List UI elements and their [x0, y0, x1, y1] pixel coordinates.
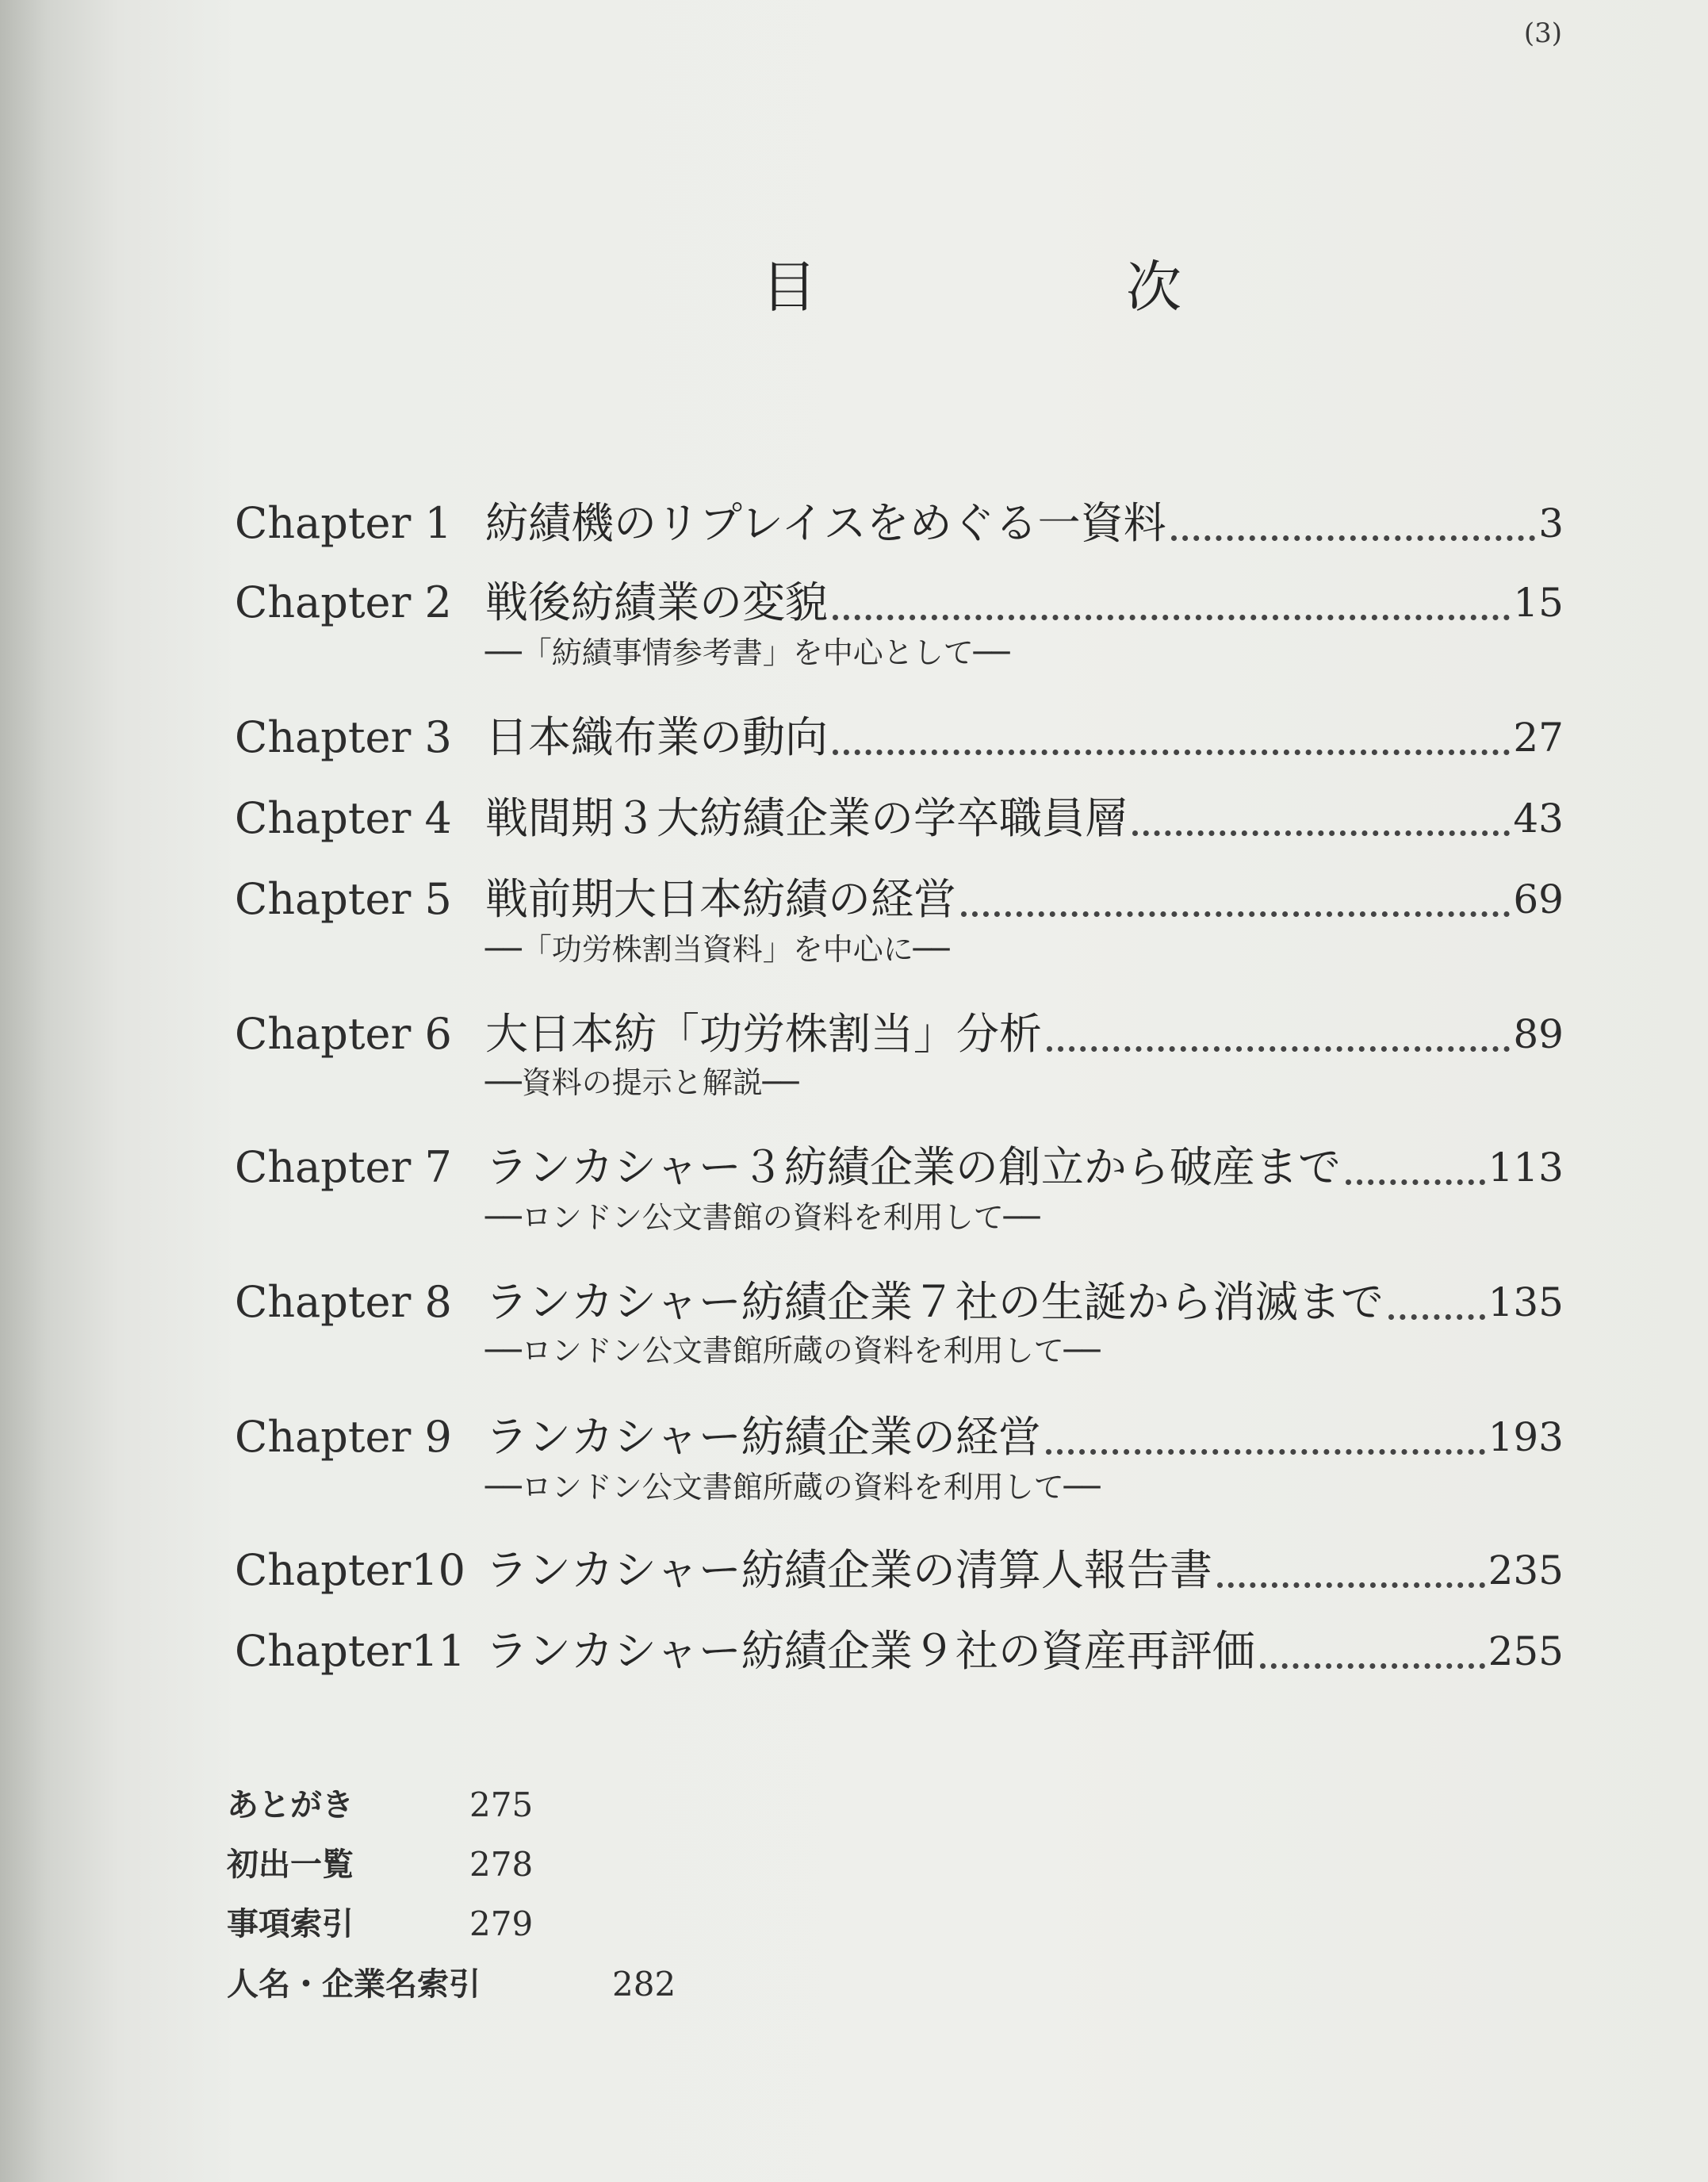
toc-entry: [0, 1539, 1708, 1602]
dot-leader: [833, 615, 1510, 620]
entry-row: [485, 492, 1564, 555]
dot-leader: [1132, 830, 1510, 836]
chapter-label: Chapter 6: [235, 1009, 452, 1059]
toc-entry: [0, 787, 1708, 850]
entry-row: [485, 787, 1564, 850]
toc-entry: [0, 868, 1708, 967]
chapter-label: Chapter 3: [235, 712, 452, 762]
chapter-label: Chapter 1: [235, 498, 452, 548]
chapter-title: 大日本紡「功労株割当」分析: [485, 1009, 1042, 1059]
toc-entry: [0, 1405, 1708, 1505]
page-ref: 255: [1488, 1628, 1564, 1674]
entry-row: [485, 1405, 1564, 1469]
chapter-title: ランカシャー３紡績企業の創立から破産まで: [485, 1142, 1341, 1192]
chapter-title: ランカシャー紡績企業の経営: [485, 1412, 1041, 1462]
dot-leader: [833, 750, 1510, 755]
chapter-title: 戦前期大日本紡績の経営: [485, 874, 956, 924]
page-ref: 135: [1488, 1279, 1564, 1325]
entry-row: [485, 706, 1564, 769]
toc-title: 目 次: [761, 255, 1308, 320]
page-ref: 89: [1513, 1011, 1564, 1057]
chapter-label: Chapter 7: [235, 1142, 452, 1192]
entry-row: [485, 1539, 1564, 1602]
page-ref: 15: [1513, 580, 1564, 626]
chapter-title: ランカシャー紡績企業の清算人報告書: [485, 1545, 1212, 1595]
toc-entry: [0, 1271, 1708, 1368]
chapter-title: ランカシャー紡績企業９社の資産再評価: [485, 1626, 1255, 1676]
chapter-subtitle: ──「紡績事情参考書」を中心として──: [485, 635, 1010, 670]
chapter-title: 戦間期３大紡績企業の学卒職員層: [485, 793, 1128, 843]
back-matter-label: 事項索引: [227, 1906, 354, 1942]
chapter-subtitle: ──資料の提示と解説──: [485, 1065, 799, 1100]
chapter-label: Chapter 2: [235, 577, 452, 627]
dot-leader: [1046, 1449, 1485, 1455]
entry-row: [485, 1136, 1564, 1199]
chapter-label: Chapter10: [235, 1545, 466, 1595]
dot-leader: [1388, 1314, 1485, 1320]
dot-leader: [1217, 1582, 1485, 1588]
back-matter-label: 初出一覧: [227, 1846, 354, 1883]
chapter-subtitle: ──ロンドン公文書館の資料を利用して──: [485, 1200, 1040, 1235]
entry-row: [485, 571, 1564, 635]
toc-entry: [0, 1620, 1708, 1683]
page-ref: 27: [1513, 715, 1564, 761]
back-matter-page: 282: [612, 1965, 676, 2004]
page-ref: 3: [1538, 500, 1564, 546]
page-ref: 193: [1488, 1414, 1564, 1460]
page-ref: 235: [1488, 1547, 1564, 1593]
page-ref: 43: [1513, 796, 1564, 842]
chapter-label: Chapter 9: [235, 1412, 452, 1462]
entry-row: [485, 1003, 1564, 1066]
dot-leader: [1260, 1663, 1485, 1669]
back-matter-page: 279: [469, 1904, 534, 1943]
entry-row: [485, 1271, 1564, 1334]
chapter-title: 紡績機のリプレイスをめぐる一資料: [485, 498, 1166, 548]
toc-entry: [0, 1136, 1708, 1235]
toc-entry: [0, 1003, 1708, 1100]
back-matter-page: 278: [469, 1845, 534, 1884]
toc-entry: [0, 571, 1708, 670]
back-matter-label: あとがき: [227, 1787, 354, 1823]
chapter-label: Chapter 5: [235, 874, 452, 924]
entry-row: [485, 1620, 1564, 1683]
chapter-subtitle: ──「功労株割当資料」を中心に──: [485, 932, 950, 967]
toc-entry: [0, 706, 1708, 769]
dot-leader: [1047, 1046, 1510, 1052]
chapter-title: 戦後紡績業の変貌: [485, 577, 828, 627]
dot-leader: [1171, 535, 1536, 541]
chapter-subtitle: ──ロンドン公文書館所蔵の資料を利用して──: [485, 1470, 1101, 1505]
chapter-label: Chapter 8: [235, 1277, 452, 1327]
dot-leader: [961, 911, 1510, 917]
dot-leader: [1346, 1179, 1485, 1185]
back-matter-page: 275: [469, 1785, 534, 1824]
page-number: (3): [1523, 17, 1562, 49]
chapter-subtitle: ──ロンドン公文書館所蔵の資料を利用して──: [485, 1333, 1101, 1368]
page-ref: 113: [1488, 1145, 1564, 1191]
page-ref: 69: [1513, 876, 1564, 922]
back-matter-label: 人名・企業名索引: [227, 1966, 481, 2003]
chapter-label: Chapter11: [235, 1626, 466, 1676]
entry-row: [485, 868, 1564, 931]
chapter-title: ランカシャー紡績企業７社の生誕から消滅まで: [485, 1277, 1384, 1327]
toc-entry: [0, 492, 1708, 555]
chapter-label: Chapter 4: [235, 793, 452, 843]
chapter-title: 日本織布業の動向: [485, 712, 828, 762]
